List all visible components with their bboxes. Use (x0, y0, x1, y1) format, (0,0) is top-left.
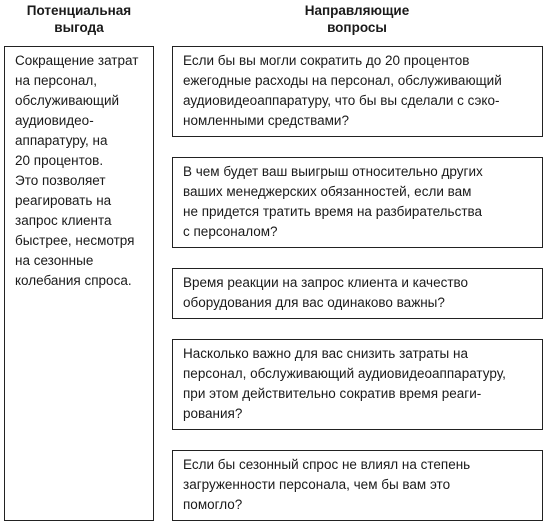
header-line: Потенциальная (26, 3, 132, 18)
header-line: выгода (54, 20, 104, 35)
question-line: ежегодные расходы на персонал, обслуживающий (183, 73, 502, 88)
question-line: аудиовидеоаппаратуру, что бы вы сделали с сэко- (183, 93, 500, 108)
question-box-5 (172, 450, 543, 521)
question-line: с персоналом? (183, 224, 278, 239)
header-line: вопросы (327, 20, 387, 35)
benefit-line: 20 процентов. (15, 153, 104, 168)
benefit-line: быстрее, несмотря (15, 233, 135, 248)
question-line: не придется тратить время на разбирательства (183, 204, 483, 219)
question-line: рования? (183, 406, 243, 421)
question-line: ваших менеджерских обязанностей, если вам (183, 184, 472, 199)
question-line: загруженности персонала, чем бы вам это (183, 477, 451, 492)
benefit-line: колебания спроса. (15, 273, 132, 288)
question-line: при этом действительно сократив время реаги- (183, 386, 482, 401)
benefit-line: обслуживающий (15, 93, 120, 108)
benefit-line: Сокращение затрат (15, 53, 139, 68)
benefit-box (4, 46, 154, 521)
benefit-line: на сезонные (15, 253, 94, 268)
question-line: номленными средствами? (183, 113, 349, 128)
benefit-line: аудиовидео- (15, 113, 94, 128)
benefit-line: Это позволяет (15, 173, 106, 188)
question-line: Если бы сезонный спрос не влиял на степень (183, 457, 471, 472)
header-line: Направляющие (304, 3, 410, 18)
benefit-line: аппаратуру, на (15, 133, 108, 148)
question-line: Время реакции на запрос клиента и качество (183, 275, 469, 290)
question-line: Если бы вы могли сократить до 20 процентов (183, 53, 470, 68)
column-header-potential-benefit (4, 2, 154, 36)
question-line: Насколько важно для вас снизить затраты на (183, 346, 468, 361)
benefit-line: реагировать на (15, 193, 112, 208)
column-header-guiding-questions (172, 2, 542, 36)
question-box-2 (172, 157, 543, 248)
question-box-1 (172, 46, 543, 137)
benefit-line: запрос клиента (15, 213, 112, 228)
question-line: персонал, обслуживающий аудиовидеоаппаратуру, (183, 366, 506, 381)
question-box-3 (172, 268, 543, 319)
question-line: помогло? (183, 497, 243, 512)
question-line: оборудования для вас одинаково важны? (183, 295, 445, 310)
benefit-line: на персонал, (15, 73, 98, 88)
question-line: В чем будет ваш выигрыш относительно других (183, 164, 483, 179)
question-box-4 (172, 339, 543, 430)
